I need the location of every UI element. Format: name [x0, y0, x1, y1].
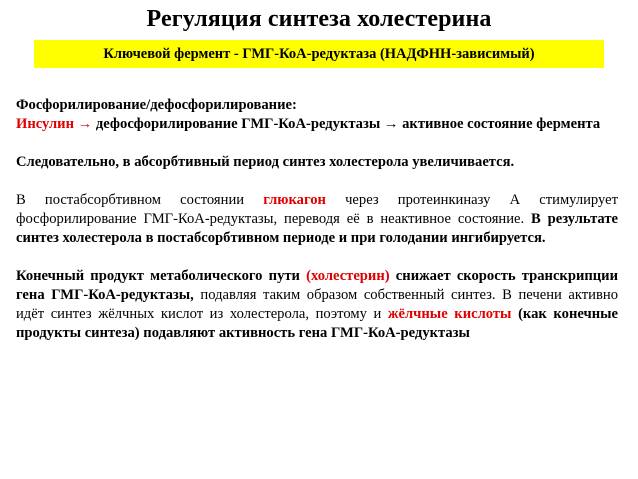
absorptive-paragraph: Следовательно, в абсорбтивный период синтез холестерола увеличивается.	[16, 154, 515, 170]
end-product-paragraph	[16, 267, 618, 343]
glucagon-term: глюкагон	[263, 192, 326, 208]
insulin-term: Инсулин	[16, 116, 74, 132]
liver-text: подавляя таким образом собственный синтез. В печени активно идёт синтез жёлчных кислот из холестерола, поэтому и	[16, 287, 618, 322]
arrow-1: →	[77, 116, 93, 132]
postabsorptive-paragraph	[16, 191, 618, 248]
glucagon-effect: через протеинкиназу А стимулирует фосфорилирование ГМГ-КоА-редуктазы, переводя её в неактивное состояние.	[16, 192, 618, 227]
arrow-2: →	[383, 116, 399, 132]
postabsorptive-result: В результате синтез холестерола в постабсорбтивном периоде и при голодании ингибируется.	[16, 211, 618, 246]
transcription-text: снижает скорость транскрипции гена ГМГ-КоА-редуктазы,	[16, 268, 618, 303]
banner-text: Ключевой фермент - ГМГ-КоА-редуктаза (НАДФНН-зависимый)	[103, 45, 535, 62]
phosphorylation-heading: Фосфорилирование/дефосфорилирование:	[16, 97, 297, 113]
postabsorptive-intro: В постабсорбтивном состоянии	[16, 192, 264, 208]
end-product-intro: Конечный продукт метаболического пути	[16, 268, 307, 284]
key-enzyme-banner	[34, 40, 604, 68]
phosphorylation-paragraph	[16, 96, 618, 134]
bile-acids-effect: (как конечные продукты синтеза) подавляют активность гена ГМГ-КоА-редуктазы	[16, 306, 618, 341]
page-title: Регуляция синтеза холестерина	[146, 6, 492, 32]
active-state-text: активное состояние фермента	[398, 116, 601, 132]
cholesterol-term: (холестерин)	[306, 268, 390, 284]
dephosphorylation-text: дефосфорилирование ГМГ-КоА-редуктазы	[92, 116, 384, 132]
slide-body	[16, 96, 618, 343]
bile-acids-term: жёлчные кислоты	[387, 306, 512, 322]
